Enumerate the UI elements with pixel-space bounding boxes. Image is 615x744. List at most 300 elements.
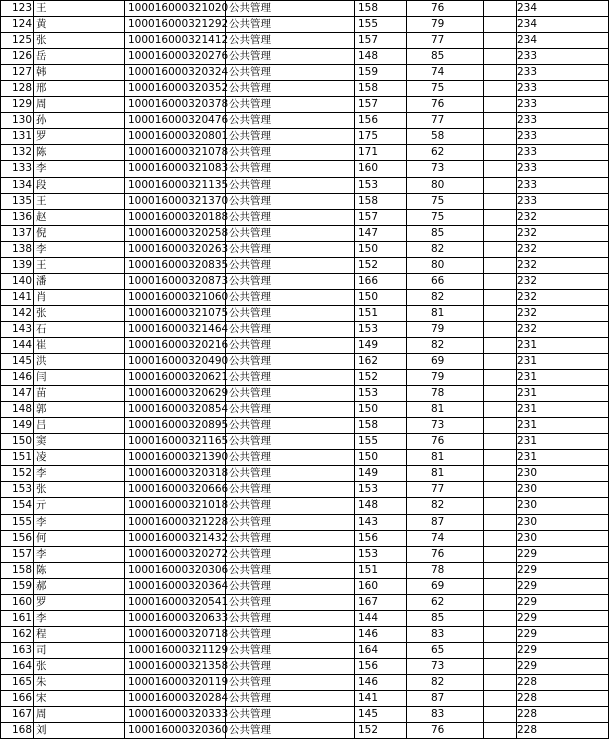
candidate-id-cell: 100016000320333 xyxy=(125,707,226,723)
rank-cell: 143 xyxy=(1,321,34,337)
name-redaction xyxy=(46,499,72,513)
name-cell xyxy=(34,17,125,33)
major-cell: 公共管理 xyxy=(226,209,355,225)
total-score-cell: 232 xyxy=(484,225,517,241)
rank-cell: 164 xyxy=(1,658,34,674)
rank-cell: 148 xyxy=(1,402,34,418)
candidate-id-cell: 100016000320284 xyxy=(125,691,226,707)
politics-score-cell: 152 xyxy=(355,723,407,739)
name-cell xyxy=(34,289,125,305)
rank-cell: 128 xyxy=(1,81,34,97)
english-score-cell: 74 xyxy=(407,65,484,81)
english-score-cell: 73 xyxy=(407,418,484,434)
name-text: 凌 xyxy=(36,451,47,464)
major-cell: 公共管理 xyxy=(226,546,355,562)
politics-score-cell: 175 xyxy=(355,129,407,145)
english-score-cell: 78 xyxy=(407,562,484,578)
politics-score-cell: 153 xyxy=(355,177,407,193)
name-cell xyxy=(34,370,125,386)
english-score-cell: 80 xyxy=(407,177,484,193)
english-score-cell: 62 xyxy=(407,145,484,161)
name-redaction xyxy=(46,146,72,160)
score-table-body xyxy=(1,1,609,739)
total-score-cell: 233 xyxy=(484,177,517,193)
major-cell: 公共管理 xyxy=(226,386,355,402)
total-score-cell: 229 xyxy=(484,546,517,562)
politics-score-cell: 149 xyxy=(355,466,407,482)
name-cell xyxy=(34,49,125,65)
name-text: 王 xyxy=(36,194,47,207)
table-row xyxy=(1,466,609,482)
politics-score-cell: 143 xyxy=(355,514,407,530)
candidate-id-cell: 100016000320258 xyxy=(125,225,226,241)
english-score-cell: 82 xyxy=(407,289,484,305)
politics-score-cell: 141 xyxy=(355,691,407,707)
candidate-id-cell: 100016000320633 xyxy=(125,610,226,626)
table-row xyxy=(1,273,609,289)
candidate-id-cell: 100016000320263 xyxy=(125,241,226,257)
name-redaction xyxy=(46,179,72,193)
candidate-id-cell: 100016000320360 xyxy=(125,723,226,739)
candidate-id-cell: 100016000321432 xyxy=(125,530,226,546)
total-score-cell: 230 xyxy=(484,466,517,482)
rank-cell: 159 xyxy=(1,578,34,594)
english-score-cell: 81 xyxy=(407,305,484,321)
name-redaction xyxy=(46,628,72,642)
total-score-cell: 229 xyxy=(484,578,517,594)
name-cell xyxy=(34,562,125,578)
major-cell: 公共管理 xyxy=(226,418,355,434)
candidate-id-cell: 100016000320666 xyxy=(125,482,226,498)
name-text: 刘 xyxy=(36,724,47,737)
candidate-id-cell: 100016000321390 xyxy=(125,450,226,466)
total-score-cell: 228 xyxy=(484,723,517,739)
major-cell: 公共管理 xyxy=(226,594,355,610)
name-text: 周 xyxy=(36,708,47,721)
table-row xyxy=(1,610,609,626)
rank-cell: 139 xyxy=(1,257,34,273)
name-redaction xyxy=(46,644,72,658)
name-cell xyxy=(34,273,125,289)
name-text: 罗 xyxy=(36,130,47,143)
name-text: 张 xyxy=(36,483,47,496)
name-text: 罗 xyxy=(36,595,47,608)
table-row xyxy=(1,113,609,129)
table-row xyxy=(1,482,609,498)
table-row xyxy=(1,337,609,353)
name-text: 洪 xyxy=(36,355,47,368)
name-cell xyxy=(34,161,125,177)
rank-cell: 132 xyxy=(1,145,34,161)
name-text: 黄 xyxy=(36,18,47,31)
candidate-id-cell: 100016000320873 xyxy=(125,273,226,289)
politics-score-cell: 152 xyxy=(355,257,407,273)
major-cell: 公共管理 xyxy=(226,161,355,177)
name-text: 李 xyxy=(36,242,47,255)
name-redaction xyxy=(46,403,72,417)
table-row xyxy=(1,723,609,739)
english-score-cell: 75 xyxy=(407,209,484,225)
english-score-cell: 76 xyxy=(407,1,484,17)
name-text: 张 xyxy=(36,306,47,319)
name-cell xyxy=(34,65,125,81)
total-score-cell: 234 xyxy=(484,1,517,17)
politics-score-cell: 166 xyxy=(355,273,407,289)
name-redaction xyxy=(46,82,72,96)
candidate-id-cell: 100016000321464 xyxy=(125,321,226,337)
english-score-cell: 82 xyxy=(407,241,484,257)
rank-cell: 130 xyxy=(1,113,34,129)
total-score-cell: 230 xyxy=(484,482,517,498)
name-text: 王 xyxy=(36,2,47,15)
politics-score-cell: 146 xyxy=(355,674,407,690)
candidate-id-cell: 100016000320718 xyxy=(125,626,226,642)
name-text: 周 xyxy=(36,98,47,111)
politics-score-cell: 150 xyxy=(355,402,407,418)
name-redaction xyxy=(46,130,72,144)
name-cell xyxy=(34,241,125,257)
name-text: 程 xyxy=(36,627,47,640)
candidate-id-cell: 100016000321358 xyxy=(125,658,226,674)
table-row xyxy=(1,289,609,305)
politics-score-cell: 153 xyxy=(355,321,407,337)
table-row xyxy=(1,386,609,402)
total-score-cell: 229 xyxy=(484,658,517,674)
name-cell xyxy=(34,209,125,225)
name-cell xyxy=(34,450,125,466)
name-text: 何 xyxy=(36,531,47,544)
english-score-cell: 78 xyxy=(407,386,484,402)
major-cell: 公共管理 xyxy=(226,225,355,241)
rank-cell: 133 xyxy=(1,161,34,177)
rank-cell: 126 xyxy=(1,49,34,65)
candidate-id-cell: 100016000320476 xyxy=(125,113,226,129)
major-cell: 公共管理 xyxy=(226,33,355,49)
name-cell xyxy=(34,530,125,546)
total-score-cell: 234 xyxy=(484,33,517,49)
name-cell xyxy=(34,658,125,674)
rank-cell: 158 xyxy=(1,562,34,578)
name-cell xyxy=(34,674,125,690)
english-score-cell: 76 xyxy=(407,723,484,739)
candidate-id-cell: 100016000320188 xyxy=(125,209,226,225)
rank-cell: 151 xyxy=(1,450,34,466)
rank-cell: 149 xyxy=(1,418,34,434)
table-row xyxy=(1,578,609,594)
total-score-cell: 234 xyxy=(484,17,517,33)
rank-cell: 152 xyxy=(1,466,34,482)
major-cell: 公共管理 xyxy=(226,289,355,305)
english-score-cell: 75 xyxy=(407,193,484,209)
politics-score-cell: 148 xyxy=(355,498,407,514)
candidate-id-cell: 100016000320318 xyxy=(125,466,226,482)
name-redaction xyxy=(46,227,72,241)
politics-score-cell: 147 xyxy=(355,225,407,241)
politics-score-cell: 151 xyxy=(355,562,407,578)
name-cell xyxy=(34,691,125,707)
rank-cell: 142 xyxy=(1,305,34,321)
major-cell: 公共管理 xyxy=(226,514,355,530)
table-row xyxy=(1,642,609,658)
name-text: 陈 xyxy=(36,563,47,576)
name-cell xyxy=(34,225,125,241)
politics-score-cell: 162 xyxy=(355,354,407,370)
candidate-id-cell: 100016000320835 xyxy=(125,257,226,273)
total-score-cell: 229 xyxy=(484,610,517,626)
english-score-cell: 83 xyxy=(407,707,484,723)
name-text: 肖 xyxy=(36,290,47,303)
major-cell: 公共管理 xyxy=(226,450,355,466)
major-cell: 公共管理 xyxy=(226,482,355,498)
table-row xyxy=(1,402,609,418)
english-score-cell: 76 xyxy=(407,546,484,562)
major-cell: 公共管理 xyxy=(226,691,355,707)
major-cell: 公共管理 xyxy=(226,97,355,113)
total-score-cell: 232 xyxy=(484,209,517,225)
english-score-cell: 69 xyxy=(407,354,484,370)
table-row xyxy=(1,97,609,113)
name-redaction xyxy=(46,564,72,578)
candidate-id-cell: 100016000321060 xyxy=(125,289,226,305)
candidate-id-cell: 100016000321083 xyxy=(125,161,226,177)
politics-score-cell: 145 xyxy=(355,707,407,723)
table-row xyxy=(1,1,609,17)
name-redaction xyxy=(46,162,72,176)
name-text: 亓 xyxy=(36,499,47,512)
major-cell: 公共管理 xyxy=(226,562,355,578)
english-score-cell: 69 xyxy=(407,578,484,594)
name-cell xyxy=(34,498,125,514)
total-score-cell: 229 xyxy=(484,594,517,610)
politics-score-cell: 156 xyxy=(355,113,407,129)
name-text: 李 xyxy=(36,547,47,560)
english-score-cell: 77 xyxy=(407,33,484,49)
total-score-cell: 231 xyxy=(484,354,517,370)
rank-cell: 154 xyxy=(1,498,34,514)
rank-cell: 144 xyxy=(1,337,34,353)
name-text: 朱 xyxy=(36,675,47,688)
rank-cell: 156 xyxy=(1,530,34,546)
politics-score-cell: 153 xyxy=(355,482,407,498)
name-redaction xyxy=(46,596,72,610)
major-cell: 公共管理 xyxy=(226,626,355,642)
name-redaction xyxy=(46,548,72,562)
major-cell: 公共管理 xyxy=(226,81,355,97)
english-score-cell: 65 xyxy=(407,642,484,658)
name-text: 赵 xyxy=(36,210,47,223)
english-score-cell: 80 xyxy=(407,257,484,273)
candidate-id-cell: 100016000320490 xyxy=(125,354,226,370)
total-score-cell: 229 xyxy=(484,626,517,642)
politics-score-cell: 146 xyxy=(355,626,407,642)
table-row xyxy=(1,626,609,642)
politics-score-cell: 156 xyxy=(355,658,407,674)
english-score-cell: 79 xyxy=(407,17,484,33)
table-row xyxy=(1,691,609,707)
total-score-cell: 230 xyxy=(484,514,517,530)
rank-cell: 131 xyxy=(1,129,34,145)
politics-score-cell: 157 xyxy=(355,209,407,225)
politics-score-cell: 158 xyxy=(355,193,407,209)
english-score-cell: 75 xyxy=(407,81,484,97)
name-text: 陈 xyxy=(36,146,47,159)
total-score-cell: 228 xyxy=(484,707,517,723)
major-cell: 公共管理 xyxy=(226,273,355,289)
name-redaction xyxy=(46,387,72,401)
table-row xyxy=(1,225,609,241)
politics-score-cell: 150 xyxy=(355,241,407,257)
name-cell xyxy=(34,129,125,145)
major-cell: 公共管理 xyxy=(226,337,355,353)
name-cell xyxy=(34,33,125,49)
rank-cell: 141 xyxy=(1,289,34,305)
rank-cell: 125 xyxy=(1,33,34,49)
major-cell: 公共管理 xyxy=(226,610,355,626)
name-cell xyxy=(34,418,125,434)
politics-score-cell: 153 xyxy=(355,386,407,402)
name-redaction xyxy=(46,467,72,481)
rank-cell: 162 xyxy=(1,626,34,642)
table-row xyxy=(1,450,609,466)
name-text: 郝 xyxy=(36,579,47,592)
english-score-cell: 79 xyxy=(407,370,484,386)
name-cell xyxy=(34,97,125,113)
name-text: 宋 xyxy=(36,692,47,705)
name-cell xyxy=(34,337,125,353)
name-cell xyxy=(34,578,125,594)
rank-cell: 161 xyxy=(1,610,34,626)
candidate-id-cell: 100016000321228 xyxy=(125,514,226,530)
table-row xyxy=(1,145,609,161)
english-score-cell: 66 xyxy=(407,273,484,289)
candidate-id-cell: 100016000320324 xyxy=(125,65,226,81)
major-cell: 公共管理 xyxy=(226,321,355,337)
major-cell: 公共管理 xyxy=(226,642,355,658)
table-row xyxy=(1,177,609,193)
rank-cell: 138 xyxy=(1,241,34,257)
english-score-cell: 87 xyxy=(407,691,484,707)
candidate-id-cell: 100016000320119 xyxy=(125,674,226,690)
rank-cell: 135 xyxy=(1,193,34,209)
english-score-cell: 82 xyxy=(407,674,484,690)
name-cell xyxy=(34,354,125,370)
major-cell: 公共管理 xyxy=(226,707,355,723)
english-score-cell: 62 xyxy=(407,594,484,610)
table-row xyxy=(1,434,609,450)
politics-score-cell: 155 xyxy=(355,17,407,33)
name-text: 李 xyxy=(36,467,47,480)
total-score-cell: 231 xyxy=(484,370,517,386)
major-cell: 公共管理 xyxy=(226,498,355,514)
major-cell: 公共管理 xyxy=(226,1,355,17)
name-redaction xyxy=(46,114,72,128)
total-score-cell: 233 xyxy=(484,97,517,113)
candidate-id-cell: 100016000320216 xyxy=(125,337,226,353)
major-cell: 公共管理 xyxy=(226,434,355,450)
name-redaction xyxy=(46,516,72,530)
politics-score-cell: 160 xyxy=(355,161,407,177)
total-score-cell: 232 xyxy=(484,305,517,321)
total-score-cell: 233 xyxy=(484,161,517,177)
name-text: 苗 xyxy=(36,387,47,400)
candidate-id-cell: 100016000321018 xyxy=(125,498,226,514)
name-redaction xyxy=(46,580,72,594)
total-score-cell: 231 xyxy=(484,434,517,450)
name-text: 潘 xyxy=(36,274,47,287)
table-row xyxy=(1,65,609,81)
rank-cell: 165 xyxy=(1,674,34,690)
candidate-id-cell: 100016000320364 xyxy=(125,578,226,594)
name-redaction xyxy=(46,50,72,64)
total-score-cell: 231 xyxy=(484,337,517,353)
name-redaction xyxy=(46,451,72,465)
major-cell: 公共管理 xyxy=(226,177,355,193)
rank-cell: 157 xyxy=(1,546,34,562)
name-cell xyxy=(34,626,125,642)
rank-cell: 160 xyxy=(1,594,34,610)
name-cell xyxy=(34,482,125,498)
english-score-cell: 73 xyxy=(407,161,484,177)
major-cell: 公共管理 xyxy=(226,145,355,161)
name-text: 岳 xyxy=(36,50,47,63)
english-score-cell: 77 xyxy=(407,113,484,129)
total-score-cell: 232 xyxy=(484,273,517,289)
rank-cell: 155 xyxy=(1,514,34,530)
name-redaction xyxy=(46,532,72,546)
name-cell xyxy=(34,321,125,337)
politics-score-cell: 156 xyxy=(355,530,407,546)
name-text: 李 xyxy=(36,162,47,175)
english-score-cell: 81 xyxy=(407,466,484,482)
candidate-id-cell: 100016000321020 xyxy=(125,1,226,17)
name-cell xyxy=(34,514,125,530)
candidate-id-cell: 100016000320276 xyxy=(125,49,226,65)
rank-cell: 124 xyxy=(1,17,34,33)
name-cell xyxy=(34,305,125,321)
total-score-cell: 231 xyxy=(484,402,517,418)
total-score-cell: 233 xyxy=(484,129,517,145)
politics-score-cell: 149 xyxy=(355,337,407,353)
english-score-cell: 73 xyxy=(407,658,484,674)
english-score-cell: 82 xyxy=(407,498,484,514)
name-redaction xyxy=(46,660,72,674)
english-score-cell: 85 xyxy=(407,49,484,65)
politics-score-cell: 158 xyxy=(355,81,407,97)
table-row xyxy=(1,354,609,370)
candidate-id-cell: 100016000321165 xyxy=(125,434,226,450)
total-score-cell: 232 xyxy=(484,241,517,257)
name-text: 段 xyxy=(36,178,47,191)
name-redaction xyxy=(46,323,72,337)
total-score-cell: 231 xyxy=(484,418,517,434)
total-score-cell: 229 xyxy=(484,642,517,658)
name-redaction xyxy=(46,708,72,722)
name-text: 司 xyxy=(36,643,47,656)
rank-cell: 136 xyxy=(1,209,34,225)
name-text: 孙 xyxy=(36,114,47,127)
politics-score-cell: 158 xyxy=(355,418,407,434)
candidate-id-cell: 100016000320854 xyxy=(125,402,226,418)
total-score-cell: 232 xyxy=(484,257,517,273)
rank-cell: 146 xyxy=(1,370,34,386)
name-cell xyxy=(34,723,125,739)
english-score-cell: 76 xyxy=(407,434,484,450)
table-row xyxy=(1,418,609,434)
rank-cell: 127 xyxy=(1,65,34,81)
english-score-cell: 85 xyxy=(407,610,484,626)
english-score-cell: 77 xyxy=(407,482,484,498)
rank-cell: 167 xyxy=(1,707,34,723)
